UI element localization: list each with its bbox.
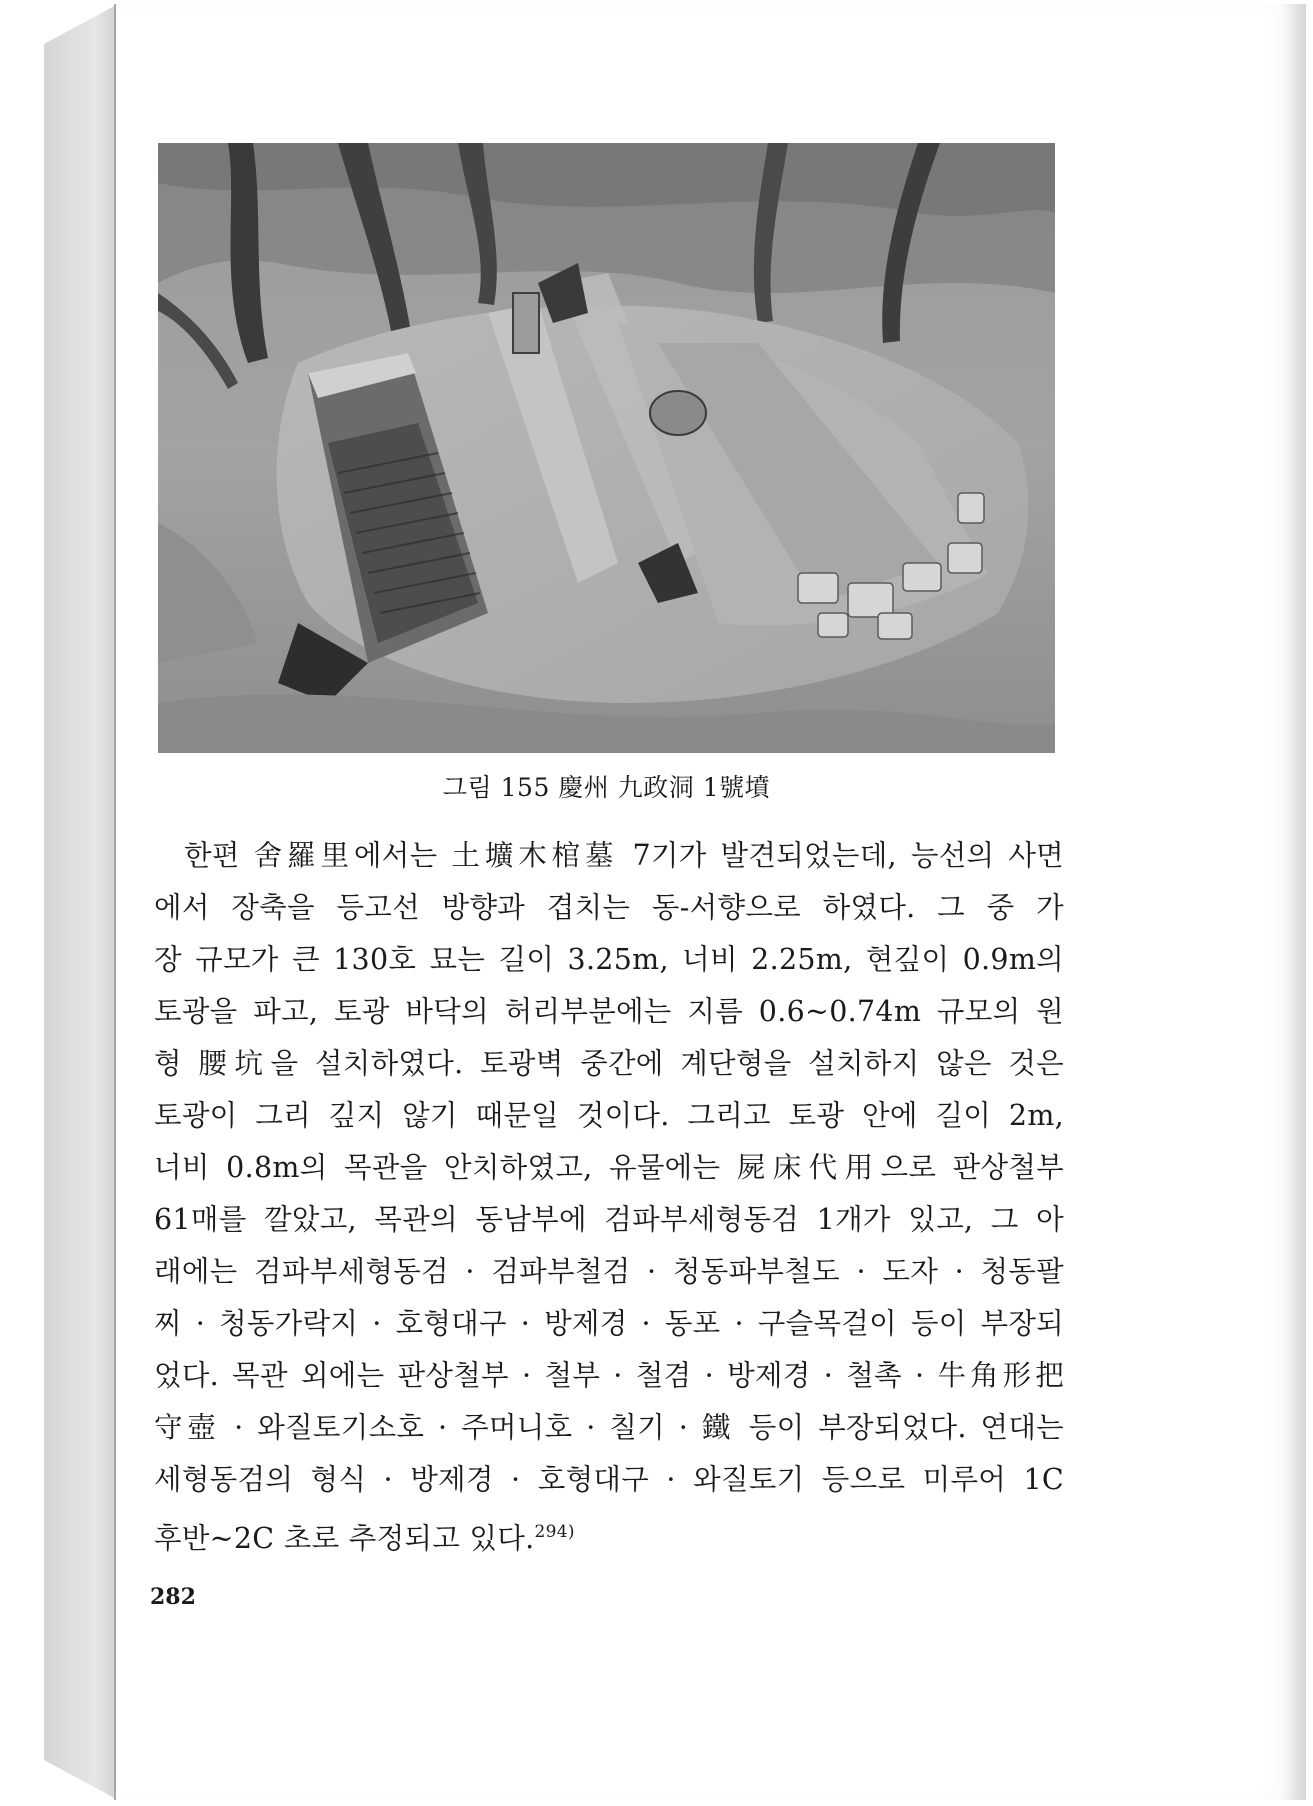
text-line-last <box>154 1506 1064 1558</box>
text-line: 세형동검의 형식 · 방제경 · 호형대구 · 와질토기 등으로 미루어 1C <box>154 1463 1064 1496</box>
text-line: 형 腰坑을 설치하였다. 토광벽 중간에 계단형을 설치하지 않은 것은 <box>154 1047 1064 1080</box>
tomb-photo-illustration <box>158 143 1055 753</box>
book-side-edge <box>44 4 118 1800</box>
footnote-reference[interactable]: 294) <box>534 1522 575 1542</box>
text-line: 토광이 그리 깊지 않기 때문일 것이다. 그리고 토광 안에 길이 2m, <box>154 1099 1064 1132</box>
text-line: 장 규모가 큰 130호 묘는 길이 3.25m, 너비 2.25m, 현깊이 0.9m의 <box>154 943 1064 976</box>
page-gutter-shadow <box>1284 4 1306 1800</box>
excavation-photo <box>158 143 1055 753</box>
text-line: 찌 · 청동가락지 · 호형대구 · 방제경 · 동포 · 구슬목걸이 등이 부장되 <box>154 1307 1064 1340</box>
body-paragraph <box>154 830 1064 1558</box>
text-line: 에서 장축을 등고선 방향과 겹치는 동-서향으로 하였다. 그 중 가 <box>154 891 1064 924</box>
text-line: 너비 0.8m의 목관을 안치하였고, 유물에는 屍床代用으로 판상철부 <box>154 1151 1064 1184</box>
text-line-content: 후반~2C 초로 추정되고 있다. <box>154 1522 535 1555</box>
text-line: 한편 舍羅里에서는 土壙木棺墓 7기가 발견되었는데, 능선의 사면 <box>184 839 1064 872</box>
figure-caption: 그림 155 慶州 九政洞 1號墳 <box>442 773 771 802</box>
text-line: 守壺 · 와질토기소호 · 주머니호 · 칠기 · 鐵 등이 부장되었다. 연대는 <box>154 1411 1064 1444</box>
text-line: 래에는 검파부세형동검 · 검파부철검 · 청동파부철도 · 도자 · 청동팔 <box>154 1255 1064 1288</box>
text-line: 61매를 깔았고, 목관의 동남부에 검파부세형동검 1개가 있고, 그 아 <box>154 1203 1064 1236</box>
page-number: 282 <box>150 1584 196 1610</box>
text-line: 었다. 목관 외에는 판상철부 · 철부 · 철겸 · 방제경 · 철촉 · 牛角形把 <box>154 1359 1064 1392</box>
text-line: 토광을 파고, 토광 바닥의 허리부분에는 지름 0.6~0.74m 규모의 원 <box>154 995 1064 1028</box>
